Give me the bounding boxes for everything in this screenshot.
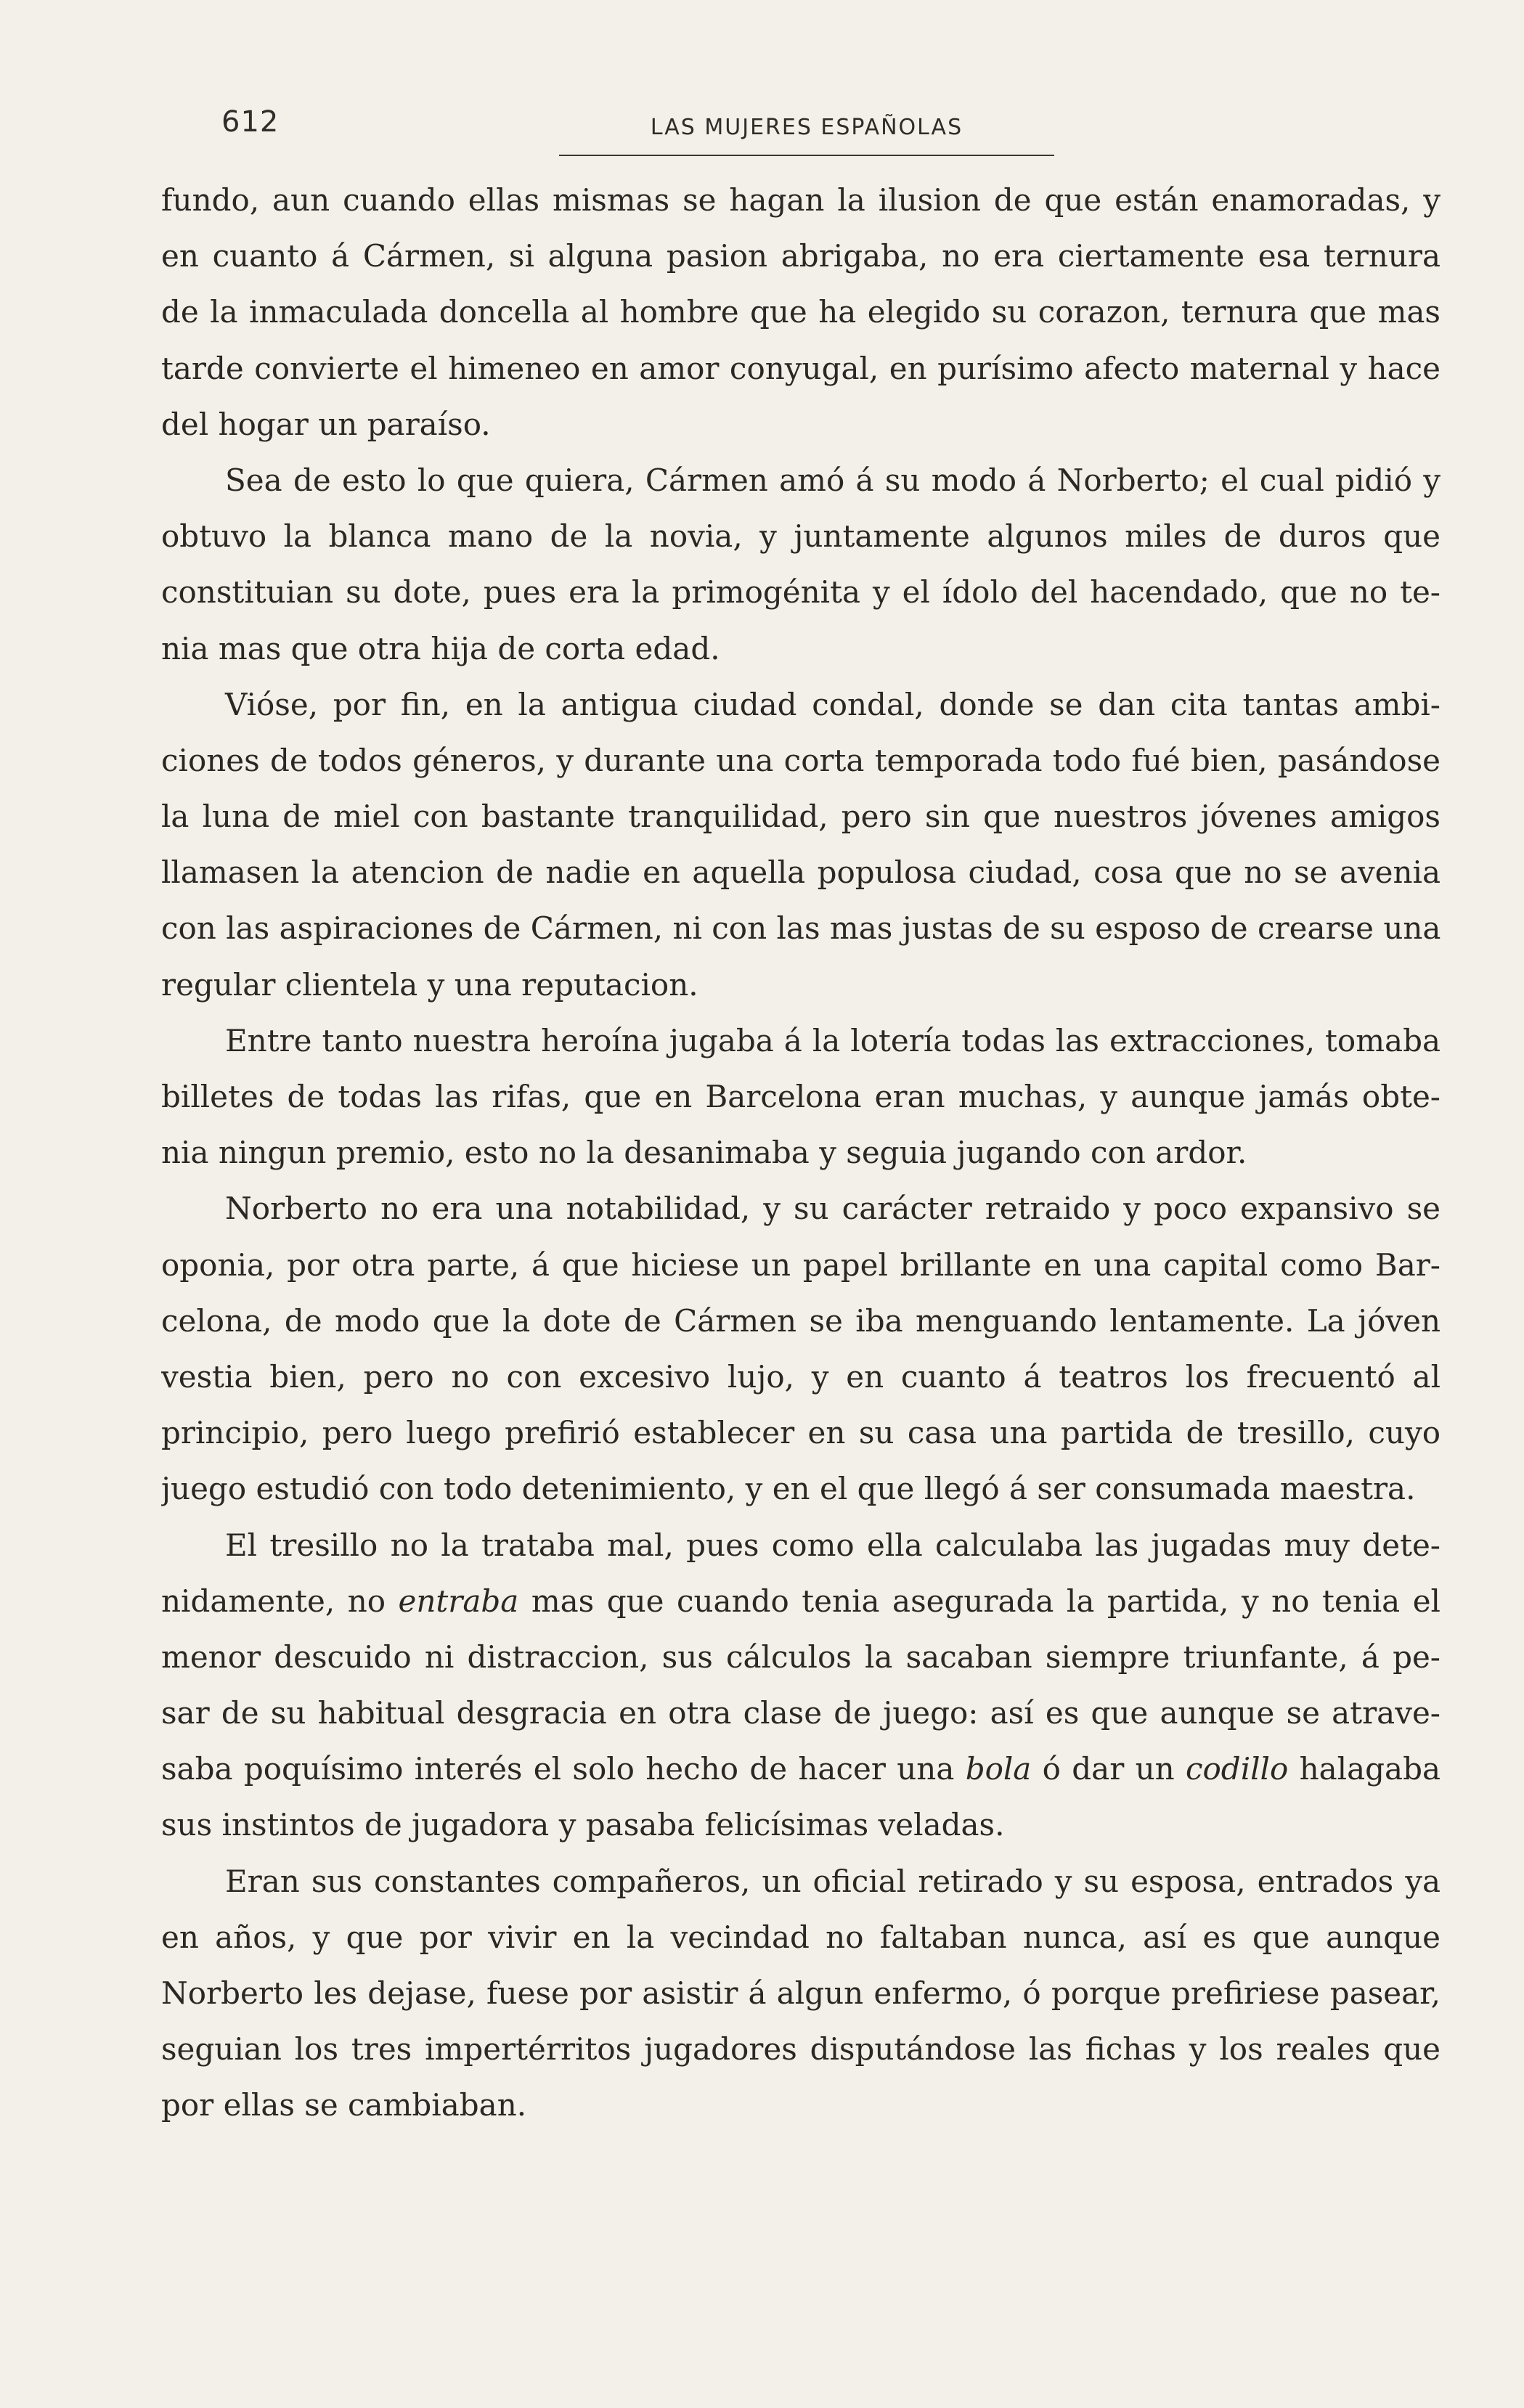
text-line: menor descuido ni distraccion, sus cálculos la sacaban siempre triunfante, á pe- (161, 1638, 1441, 1675)
text-line: sus instintos de jugadora y pasaba felicísimas veladas. (161, 1807, 1005, 1843)
text-segment: mas que cuando tenia asegurada la partida, y no tenia el (518, 1583, 1441, 1619)
header-rule (559, 155, 1054, 156)
text-line: regular clientela y una reputacion. (161, 966, 698, 1003)
text-line: nia ningun premio, esto no la desanimaba y seguia jugando con ardor. (161, 1135, 1247, 1171)
text-line: obtuvo la blanca mano de la novia, y juntamente algunos miles de duros que (161, 518, 1441, 555)
text-line: oponia, por otra parte, á que hiciese un papel brillante en una capital como Bar- (161, 1246, 1441, 1283)
text-line: del hogar un paraíso. (161, 406, 491, 442)
text-line: El tresillo no la trataba mal, pues como ella calculaba las jugadas muy dete- (225, 1527, 1441, 1563)
text-segment: saba poquísimo interés el solo hecho de hacer una (161, 1751, 966, 1787)
text-line: vestia bien, pero no con excesivo lujo, y en cuanto á teatros los frecuentó al (161, 1358, 1441, 1395)
text-segment: halagaba (1288, 1751, 1441, 1787)
text-line: tarde convierte el himeneo en amor conyugal, en purísimo afecto maternal y hace (161, 350, 1441, 386)
text-line: Eran sus constantes compañeros, un oficial retirado y su esposa, entrados ya (225, 1863, 1441, 1899)
running-title: LAS MUJERES ESPAÑOLAS (650, 115, 963, 140)
text-line: sar de su habitual desgracia en otra clase de juego: así es que aunque se atrave- (161, 1695, 1441, 1731)
text-line (161, 1741, 1441, 1797)
text-line: celona, de modo que la dote de Cármen se iba menguando lentamente. La jóven (161, 1302, 1441, 1339)
text-line: en años, y que por vivir en la vecindad no faltaban nunca, así es que aunque (161, 1919, 1441, 1955)
text-line: principio, pero luego prefirió establecer en su casa una partida de tresillo, cuyo (161, 1415, 1441, 1451)
italic-term: bola (965, 1751, 1032, 1787)
body-text (161, 172, 1441, 2134)
text-line: nia mas que otra hija de corta edad. (161, 630, 720, 666)
text-line: seguian los tres impertérritos jugadores disputándose las fichas y los reales que (161, 2031, 1441, 2068)
text-line: ciones de todos géneros, y durante una corta temporada todo fué bien, pasándose (161, 742, 1441, 778)
text-line: Norberto les dejase, fuese por asistir á algun enfermo, ó porque prefiriese pasear, (161, 1975, 1441, 2011)
text-line: billetes de todas las rifas, que en Barcelona eran muchas, y aunque jamás obte- (161, 1079, 1441, 1114)
text-line: por ellas se cambiaban. (161, 2087, 527, 2123)
text-line (161, 1573, 1441, 1629)
italic-term: codillo (1186, 1751, 1289, 1787)
text-line: de la inmaculada doncella al hombre que ha elegido su corazon, ternura que mas (161, 294, 1441, 330)
text-line: en cuanto á Cármen, si alguna pasion abrigaba, no era ciertamente esa ternura (161, 238, 1441, 274)
text-line: Sea de esto lo que quiera, Cármen amó á su modo á Norberto; el cual pidió y (225, 462, 1441, 498)
text-line: juego estudió con todo detenimiento, y en el que llegó á ser consumada maestra. (161, 1471, 1416, 1507)
text-line: fundo, aun cuando ellas mismas se hagan la ilusion de que están enamoradas, y (161, 182, 1441, 218)
page-number: 612 (221, 105, 280, 139)
text-line: Entre tanto nuestra heroína jugaba á la lotería todas las extracciones, tomaba (225, 1022, 1441, 1058)
text-line: Vióse, por fin, en la antigua ciudad condal, donde se dan cita tantas ambi- (225, 686, 1441, 722)
italic-term: entraba (398, 1583, 519, 1619)
text-line: constituian su dote, pues era la primogénita y el ídolo del hacendado, que no te- (161, 574, 1441, 611)
text-line: llamasen la atencion de nadie en aquella populosa ciudad, cosa que no se avenia (161, 854, 1441, 891)
text-line: Norberto no era una notabilidad, y su carácter retraido y poco expansivo se (225, 1191, 1441, 1227)
text-segment: nidamente, no (161, 1583, 399, 1619)
text-segment: ó dar un (1031, 1751, 1186, 1787)
text-line: la luna de miel con bastante tranquilidad, pero sin que nuestros jóvenes amigos (161, 799, 1441, 835)
text-line: con las aspiraciones de Cármen, ni con las mas justas de su esposo de crearse una (161, 910, 1441, 947)
